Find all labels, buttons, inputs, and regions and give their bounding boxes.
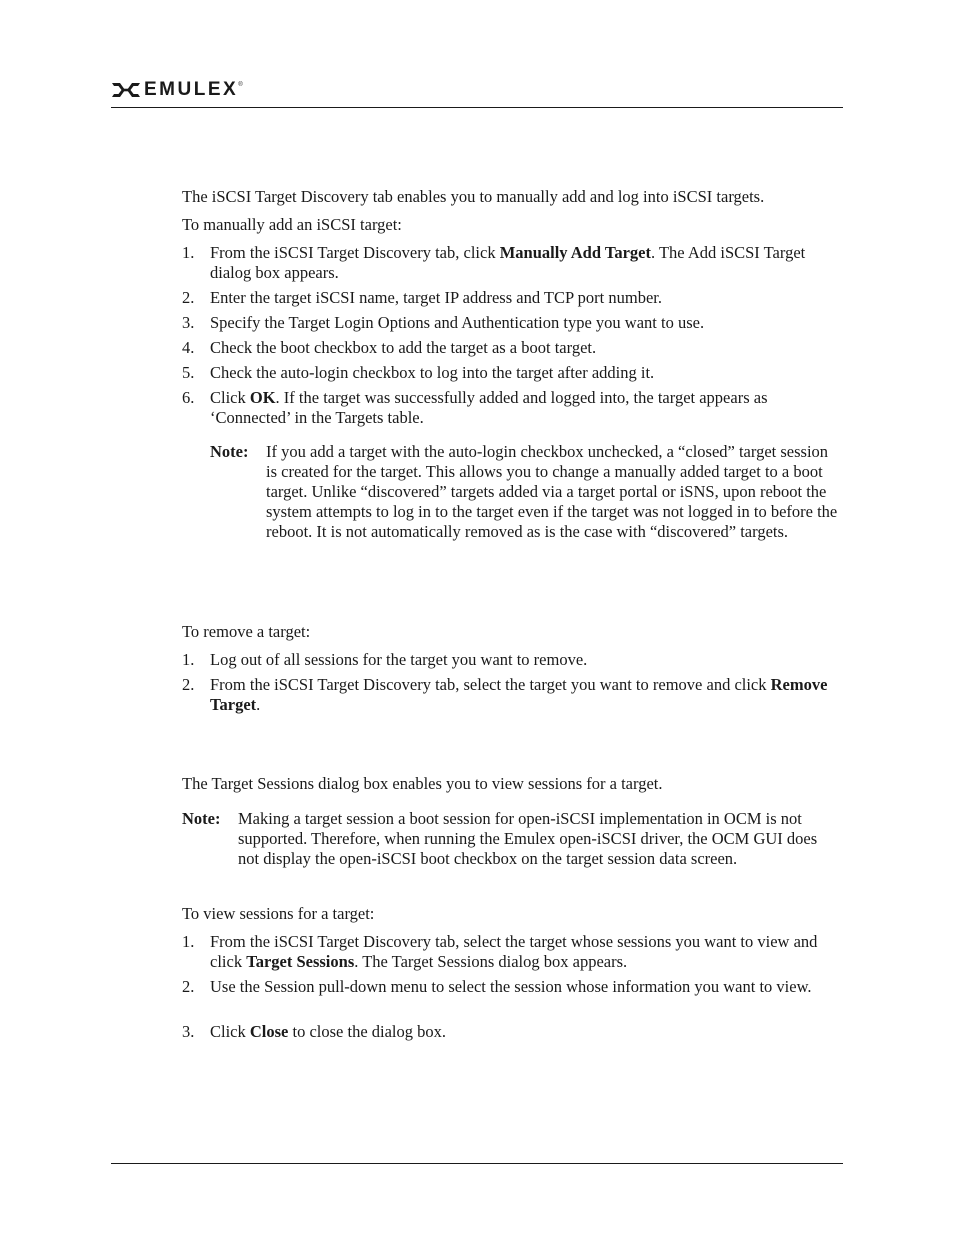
section3-lead: To view sessions for a target: [182,904,375,923]
list-text: From the iSCSI Target Discovery tab, select the target whose sessions you want to view and click Target Sessions. The Target Sessions dialog box appears. [210,932,818,971]
note-block [182,809,842,869]
list-item [182,932,842,972]
list-item [182,977,842,997]
list-text: From the iSCSI Target Discovery tab, click Manually Add Target. The Add iSCSI Target dialog box appears. [210,243,806,282]
ui-term: Remove Target [210,675,828,714]
note-block [210,442,842,542]
section1-lead: To manually add an iSCSI target: [182,215,402,234]
brand-name: EMULEX [144,79,239,100]
list-number: 6. [182,388,195,407]
list-text: Check the auto-login checkbox to log into the target after adding it. [210,363,655,382]
list-item [182,1022,842,1042]
list-text: Log out of all sessions for the target you want to remove. [210,650,588,669]
list-item [182,363,842,383]
list-item [182,288,842,308]
emulex-mark-icon [111,80,141,100]
list-number: 2. [182,288,195,307]
list-number: 1. [182,932,195,951]
note-text: If you add a target with the auto-login checkbox unchecked, a “closed” target session is created for the target. This allows you to change a manually added target to a boot target. Unlike “discovered” targets added via a target portal or iSNS, upon reboot the system attempts to log in to the target even if the target was not logged in to before the reboot. It is not automatically removed as is the case with “discovered” targets. [266,442,838,541]
list-item [182,650,842,670]
list-number: 4. [182,338,195,357]
list-text: Click OK. If the target was successfully added and logged into, the target appears as ‘Connected’ in the Targets table. [210,388,768,427]
section3-intro: The Target Sessions dialog box enables you to view sessions for a target. [182,774,663,793]
list-number: 5. [182,363,195,382]
list-text: Use the Session pull-down menu to select the session whose information you want to view. [210,977,812,996]
section2-lead: To remove a target: [182,622,311,641]
list-item [182,338,842,358]
ui-term: Manually Add Target [499,243,651,262]
list-item [182,675,842,715]
list-item [182,313,842,333]
ui-term: OK [249,388,276,407]
list-text: Click Close to close the dialog box. [210,1022,447,1041]
list-item [182,388,842,428]
section1-intro: The iSCSI Target Discovery tab enables you to manually add and log into iSCSI targets. [182,187,765,206]
list-number: 1. [182,650,195,669]
list-text: Check the boot checkbox to add the target as a boot target. [210,338,597,357]
ui-term: Close [249,1022,289,1041]
list-item [182,243,842,283]
note-label: Note: [210,442,249,461]
emulex-logo [111,80,243,100]
note-text: Making a target session a boot session for open-iSCSI implementation in OCM is not supported. Therefore, when running the Emulex open-iSCSI driver, the OCM GUI does not display the open-iSCSI boot checkbox on the target session data screen. [238,809,818,868]
ui-term: Target Sessions [246,952,355,971]
header-rule [111,107,843,108]
list-number: 3. [182,313,195,332]
note-label: Note: [182,809,221,828]
list-text: Specify the Target Login Options and Authentication type you want to use. [210,313,705,332]
list-text: Enter the target iSCSI name, target IP address and TCP port number. [210,288,662,307]
trademark-symbol: ® [238,82,243,88]
list-number: 1. [182,243,195,262]
list-number: 3. [182,1022,195,1041]
list-number: 2. [182,977,195,996]
list-text: From the iSCSI Target Discovery tab, select the target you want to remove and click Remove Target. [210,675,828,714]
list-number: 2. [182,675,195,694]
footer-rule [111,1163,843,1164]
